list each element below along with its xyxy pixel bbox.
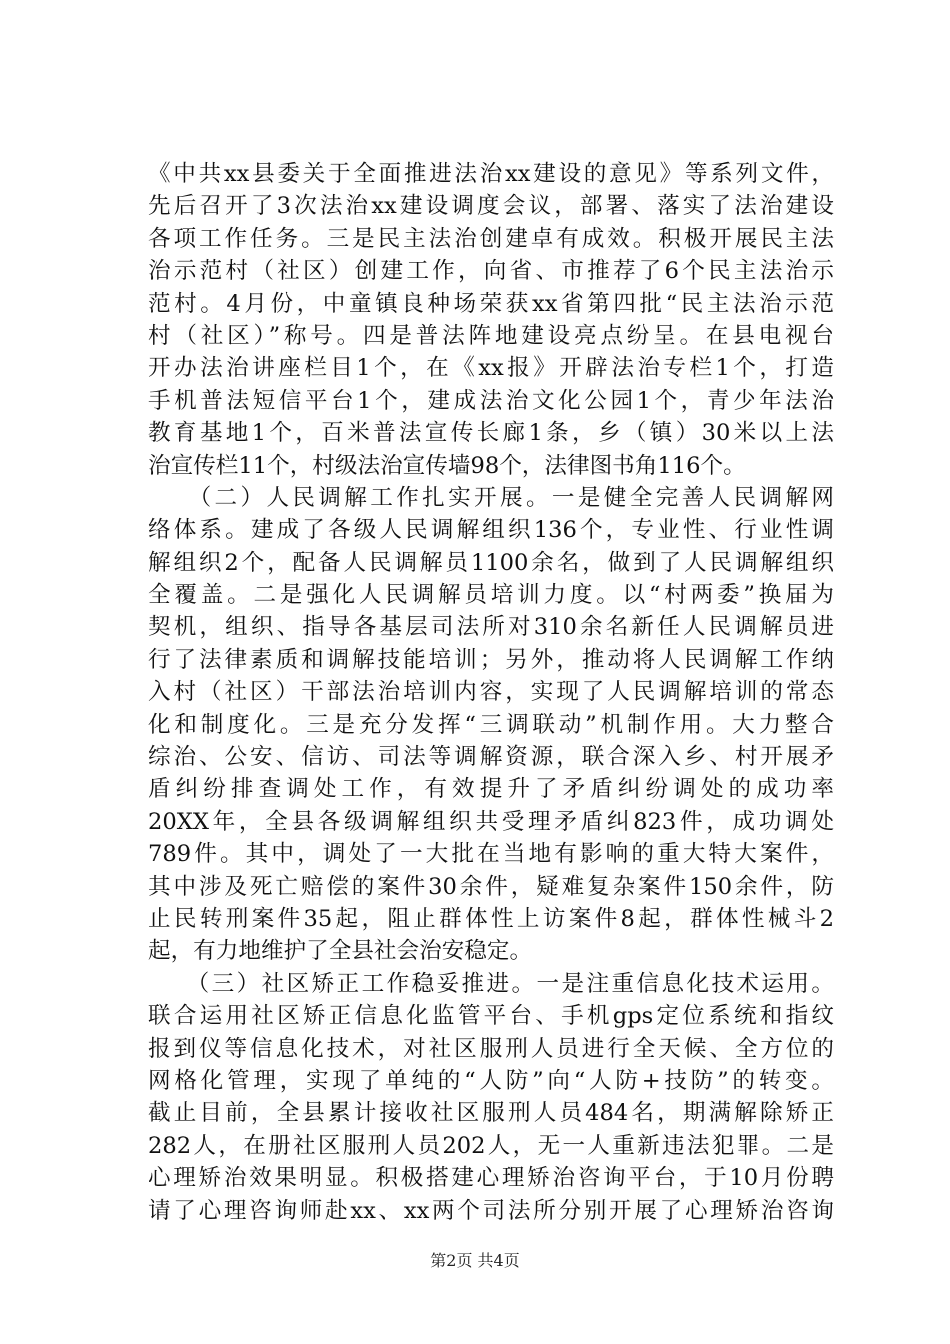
- text-line: 化和制度化。三是充分发挥“三调联动”机制作用。大力整合: [148, 711, 834, 738]
- text-line: （二）人民调解工作扎实开展。一是健全完善人民调解网: [148, 484, 834, 511]
- text-line: 范村。4月份，中童镇良种场荣获xx省第四批“民主法治示范: [148, 290, 834, 317]
- page-footer: [0, 1248, 950, 1271]
- text-line: 络体系。建成了各级人民调解组织136个，专业性、行业性调: [148, 517, 834, 544]
- text-line: 解组织2个，配备人民调解员1100余名，做到了人民调解组织: [148, 549, 834, 576]
- page-number-label: 第2页 共4页: [430, 1251, 520, 1270]
- text-line: 网格化管理，实现了单纯的“人防”向“人防+技防”的转变。: [148, 1067, 834, 1094]
- text-line: 村（社区）”称号。四是普法阵地建设亮点纷呈。在县电视台: [148, 322, 834, 349]
- text-line: 20XX年，全县各级调解组织共受理矛盾纠823件，成功调处: [148, 808, 834, 835]
- text-line: 开办法治讲座栏目1个，在《xx报》开辟法治专栏1个，打造: [148, 355, 834, 382]
- text-line: 手机普法短信平台1个，建成法治文化公园1个，青少年法治: [148, 387, 834, 414]
- text-line: 治示范村（社区）创建工作，向省、市推荐了6个民主法治示: [148, 258, 834, 285]
- text-line: 789件。其中，调处了一大批在当地有影响的重大特大案件，: [148, 841, 834, 868]
- text-line: 全覆盖。二是强化人民调解员培训力度。以“村两委”换届为: [148, 582, 834, 609]
- text-line: 请了心理咨询师赴xx、xx两个司法所分别开展了心理矫治咨询: [148, 1197, 834, 1224]
- text-line: 先后召开了3次法治xx建设调度会议，部署、落实了法治建设: [148, 193, 834, 220]
- text-line: 心理矫治效果明显。积极搭建心理矫治咨询平台，于10月份聘: [148, 1165, 834, 1192]
- text-line: 282人，在册社区服刑人员202人，无一人重新违法犯罪。二是: [148, 1132, 834, 1159]
- document-body: [148, 158, 834, 1227]
- text-line: 截止目前，全县累计接收社区服刑人员484名，期满解除矫正: [148, 1100, 834, 1127]
- text-line: 各项工作任务。三是民主法治创建卓有成效。积极开展民主法: [148, 225, 834, 252]
- text-line: 盾纠纷排查调处工作，有效提升了矛盾纠纷调处的成功率: [148, 776, 834, 803]
- text-line: 行了法律素质和调解技能培训；另外，推动将人民调解工作纳: [148, 646, 834, 673]
- text-line: 教育基地1个，百米普法宣传长廊1条，乡（镇）30米以上法: [148, 420, 834, 447]
- text-line: 入村（社区）干部法治培训内容，实现了人民调解培训的常态: [148, 679, 834, 706]
- text-line: 治宣传栏11个，村级法治宣传墙98个，法律图书角116个。: [148, 452, 746, 479]
- text-line: 综治、公安、信访、司法等调解资源，联合深入乡、村开展矛: [148, 744, 834, 771]
- text-line: （三）社区矫正工作稳妥推进。一是注重信息化技术运用。: [148, 970, 834, 997]
- text-line: 报到仪等信息化技术，对社区服刑人员进行全天候、全方位的: [148, 1035, 834, 1062]
- text-line: 联合运用社区矫正信息化监管平台、手机gps定位系统和指纹: [148, 1003, 834, 1030]
- text-line: 止民转刑案件35起，阻止群体性上访案件8起，群体性械斗2: [148, 905, 834, 932]
- text-line: 契机，组织、指导各基层司法所对310余名新任人民调解员进: [148, 614, 834, 641]
- text-line: 其中涉及死亡赔偿的案件30余件，疑难复杂案件150余件，防: [148, 873, 834, 900]
- text-line: 起，有力地维护了全县社会治安稳定。: [148, 938, 533, 965]
- text-line: 《中共xx县委关于全面推进法治xx建设的意见》等系列文件，: [148, 161, 834, 187]
